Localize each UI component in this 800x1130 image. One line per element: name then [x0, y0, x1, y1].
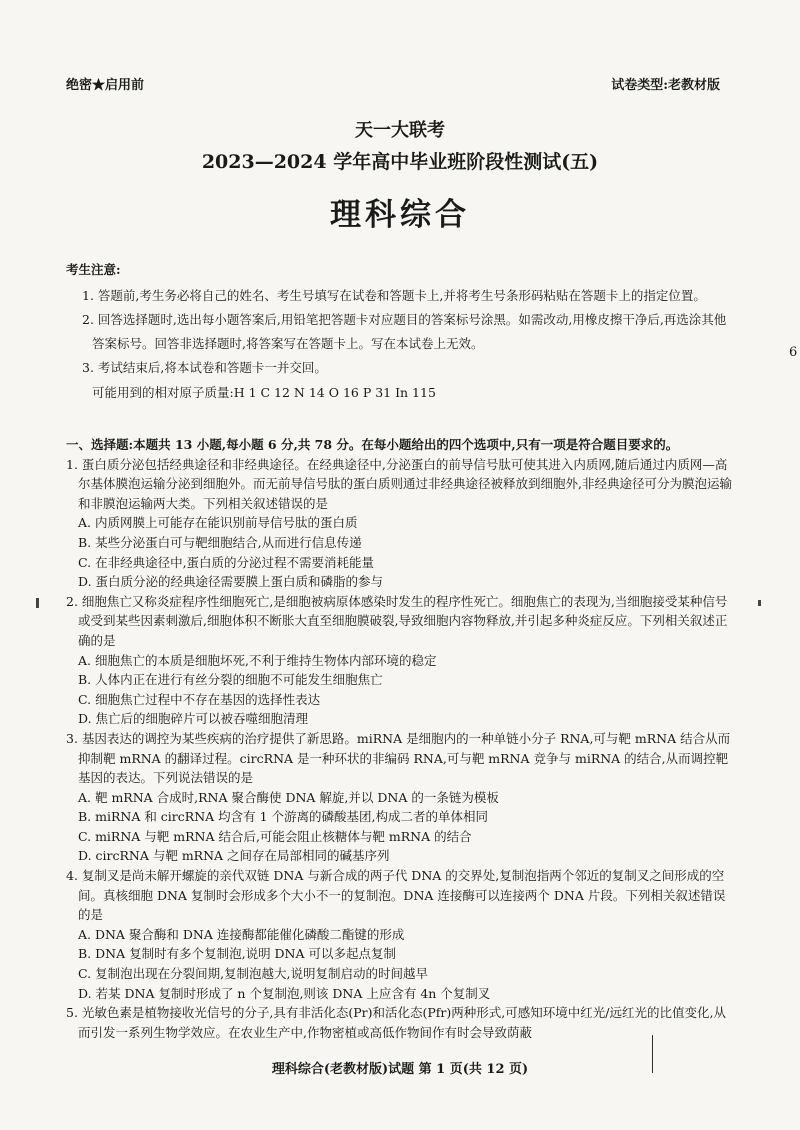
option-a: A. 靶 mRNA 合成时,RNA 聚合酶使 DNA 解旋,并以 DNA 的一条链为模板: [78, 789, 499, 805]
option-d: D. 焦亡后的细胞碎片可以被吞噬细胞清理: [78, 711, 309, 727]
confidential-label: 绝密★启用前: [66, 78, 145, 93]
section-title: 一、选择题:本题共 13 小题,每小题 6 分,共 78 分。在每小题给出的四个选项中,只有一项是符合题目要求的。: [66, 437, 679, 452]
question-stem: 3. 基因表达的调控为某些疾病的治疗提供了新思路。miRNA 是细胞内的一种单链小分子 RNA,可与靶 mRNA 结合从而抑制靶 mRNA 的翻译过程。circRNA 是一种环状的非编码 RNA,可与靶 mRNA 竞争与 miRNA 的结合,从而调控靶基因的表达。下列说法错误的是: [66, 730, 731, 786]
option-d: D. circRNA 与靶 mRNA 之间存在局部相同的碱基序列: [78, 848, 390, 864]
notice-item: 3. 考试结束后,将本试卷和答题卡一并交回。: [82, 360, 327, 375]
question-1: [66, 455, 736, 592]
paper-type-label: 试卷类型:老教材版: [611, 78, 720, 93]
option-b: B. DNA 复制时有多个复制泡,说明 DNA 可以多起点复制: [78, 946, 397, 962]
question-stem: 5. 光敏色素是植物接收光信号的分子,具有非活化态(Pr)和活化态(Pfr)两种形式,可感知环境中红光/远红光的比值变化,从而引发一系列生物学效应。在农业生产中,作物密植或高低作物间作有时会导致荫蔽: [66, 1005, 726, 1040]
option-c: C. 细胞焦亡过程中不存在基因的选择性表达: [78, 691, 321, 707]
option-b: B. miRNA 和 circRNA 均含有 1 个游离的磷酸基团,构成二者的单体相同: [78, 809, 489, 825]
question-5: [66, 1003, 736, 1042]
question-stem: 2. 细胞焦亡又称炎症程序性细胞死亡,是细胞被病原体感染时发生的程序性死亡。细胞焦亡的表现为,当细胞接受某种信号或受到某些因素刺激后,细胞体积不断胀大直至细胞膜破裂,导致细胞内容物释放,并引起多种炎症反应。下列相关叙述正确的是: [66, 593, 728, 648]
scan-edge-line: [652, 1035, 653, 1073]
question-stem: 1. 蛋白质分泌包括经典途径和非经典途径。在经典途径中,分泌蛋白的前导信号肽可使其进入内质网,随后通过内质网—高尔基体膜泡运输分泌到细胞外。而无前导信号肽的蛋白质则通过非经典途径被释放到细胞外,非经典途径可分为膜泡运输和非膜泡运输两大类。下列相关叙述错误的是: [66, 456, 732, 511]
notice-block: [66, 260, 736, 406]
atomic-masses: 可能用到的相对原子质量:H 1 C 12 N 14 O 16 P 31 In 115: [92, 385, 436, 400]
subject-title: 理科综合: [330, 197, 470, 233]
option-a: A. 内质网膜上可能存在能识别前导信号肽的蛋白质: [78, 515, 358, 531]
question-stem: 4. 复制叉是尚未解开螺旋的亲代双链 DNA 与新合成的两子代 DNA 的交界处,复制泡指两个邻近的复制叉之间形成的空间。真核细胞 DNA 复制时会形成多个大小不一的复制泡。DNA 连接酶可以连接两个 DNA 片段。下列相关叙述错误的是: [66, 868, 726, 923]
option-c: C. 在非经典途径中,蛋白质的分泌过程不需要消耗能量: [78, 554, 375, 570]
option-a: A. 细胞焦亡的本质是细胞坏死,不利于维持生物体内部环境的稳定: [78, 652, 437, 668]
option-c: C. 复制泡出现在分裂间期,复制泡越大,说明复制启动的时间越早: [78, 966, 429, 982]
multiple-choice-section: [66, 435, 736, 1042]
option-b: B. 人体内正在进行有丝分裂的细胞不可能发生细胞焦亡: [78, 672, 383, 688]
notice-item: 1. 答题前,考生务必将自己的姓名、考生号填写在试卷和答题卡上,并将考生号条形码粘贴在答题卡上的指定位置。: [82, 288, 706, 303]
option-b: B. 某些分泌蛋白可与靶细胞结合,从而进行信息传递: [78, 534, 362, 550]
exam-title: 2023—2024 学年高中毕业班阶段性测试(五): [201, 151, 599, 173]
exam-organizer: 天一大联考: [355, 120, 445, 141]
option-d: D. 若某 DNA 复制时形成了 n 个复制泡,则该 DNA 上应含有 4n 个复制叉: [78, 985, 491, 1001]
notice-item: 2. 回答选择题时,选出每小题答案后,用铅笔把答题卡对应题目的答案标号涂黑。如需改动,用橡皮擦干净后,再选涂其他答案标号。回答非选择题时,将答案写在答题卡上。写在本试卷上无效。: [82, 312, 727, 351]
page-footer: 理科综合(老教材版)试题 第 1 页(共 12 页): [271, 1062, 529, 1077]
option-a: A. DNA 聚合酶和 DNA 连接酶都能催化磷酸二酯键的形成: [78, 926, 405, 942]
notice-heading: 考生注意:: [66, 262, 121, 277]
margin-mark: 6: [789, 345, 798, 360]
question-4: [66, 866, 736, 1003]
question-2: [66, 592, 736, 729]
scan-tick-left: [36, 598, 39, 608]
scan-tick-right: [758, 600, 761, 606]
option-d: D. 蛋白质分泌的经典途径需要膜上蛋白质和磷脂的参与: [78, 574, 384, 590]
question-3: [66, 729, 736, 866]
option-c: C. miRNA 与靶 mRNA 结合后,可能会阻止核糖体与靶 mRNA 的结合: [78, 828, 472, 844]
